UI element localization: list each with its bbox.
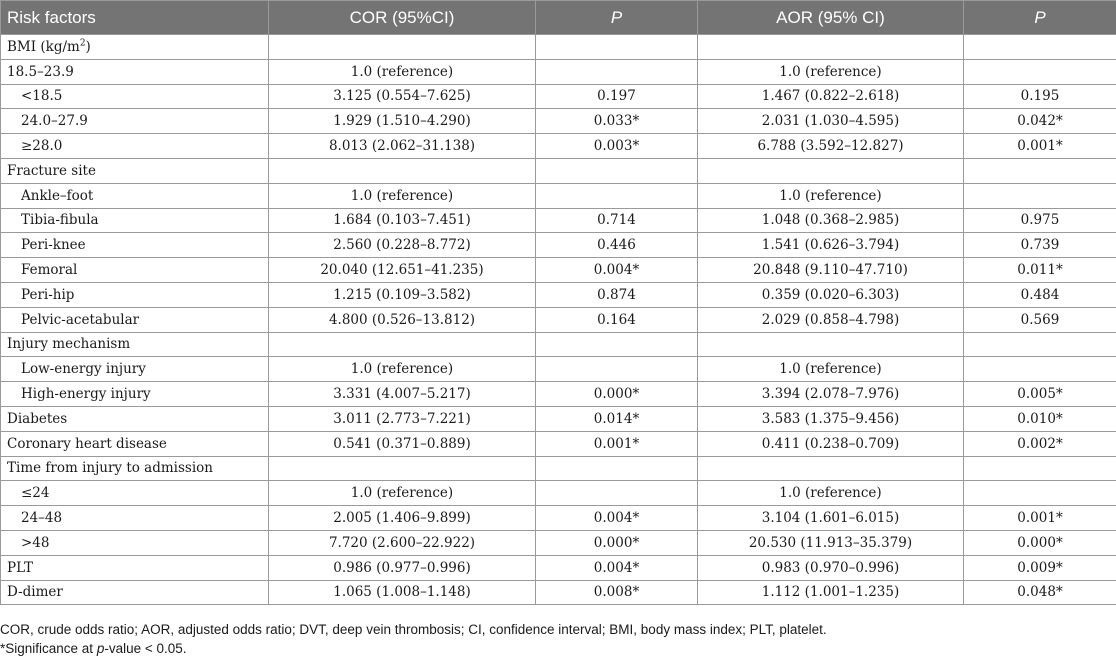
table-row — [1, 183, 1116, 208]
p-aor-cell: 0.002* — [964, 431, 1116, 456]
cor-cell: 1.065 (1.008–1.148) — [269, 580, 536, 605]
significance-suffix: -value < 0.05. — [104, 641, 187, 656]
footnote-abbreviations: COR, crude odds ratio; AOR, adjusted odds ratio; DVT, deep vein thrombosis; CI, confidence interval; BMI, body mass index; PLT, platelet. — [0, 622, 827, 637]
p-cor-cell: 0.004* — [536, 506, 698, 531]
cor-cell: 3.125 (0.554–7.625) — [269, 84, 536, 109]
risk-factor-cell — [1, 456, 269, 481]
cor-cell: 0.986 (0.977–0.996) — [269, 555, 536, 580]
table-row — [1, 208, 1116, 233]
header-risk-factors: Risk factors — [1, 1, 269, 35]
cor-cell: 3.331 (4.007–5.217) — [269, 382, 536, 407]
risk-factor-label: Peri-hip — [21, 286, 75, 303]
risk-factor-label: Pelvic-acetabular — [21, 311, 140, 328]
risk-factor-label: Diabetes — [7, 410, 68, 427]
table-row — [1, 506, 1116, 531]
aor-cell: 1.467 (0.822–2.618) — [698, 84, 964, 109]
table-row — [1, 134, 1116, 159]
header-cor: COR (95%CI) — [269, 1, 536, 35]
p-cor-cell: 0.164 — [536, 307, 698, 332]
p-cor-cell — [536, 183, 698, 208]
table-row — [1, 555, 1116, 580]
p-aor-cell: 0.001* — [964, 506, 1116, 531]
risk-factor-cell — [1, 481, 269, 506]
p-aor-cell: 0.484 — [964, 282, 1116, 307]
risk-factor-cell — [1, 258, 269, 283]
risk-factor-label: PLT — [7, 559, 33, 576]
cor-cell: 1.0 (reference) — [269, 481, 536, 506]
risk-factor-superscript: 2 — [79, 38, 86, 49]
p-cor-cell — [536, 456, 698, 481]
cor-cell: 7.720 (2.600–22.922) — [269, 530, 536, 555]
risk-factor-label: ≤24 — [21, 485, 50, 502]
p-aor-cell: 0.195 — [964, 84, 1116, 109]
header-aor: AOR (95% CI) — [698, 1, 964, 35]
p-aor-cell: 0.010* — [964, 406, 1116, 431]
risk-factor-label: 24–48 — [21, 510, 63, 527]
p-aor-cell: 0.005* — [964, 382, 1116, 407]
p-aor-cell: 0.975 — [964, 208, 1116, 233]
risk-factor-cell — [1, 35, 269, 60]
table-row — [1, 282, 1116, 307]
aor-cell — [698, 456, 964, 481]
risk-factor-label: Low-energy injury — [21, 361, 146, 378]
cor-cell: 2.005 (1.406–9.899) — [269, 506, 536, 531]
risk-factor-cell — [1, 530, 269, 555]
risk-factor-cell — [1, 506, 269, 531]
risk-factor-cell — [1, 208, 269, 233]
table-row — [1, 59, 1116, 84]
table-row — [1, 109, 1116, 134]
risk-factor-cell — [1, 555, 269, 580]
p-aor-cell: 0.042* — [964, 109, 1116, 134]
risk-factor-cell — [1, 431, 269, 456]
p-cor-cell: 0.003* — [536, 134, 698, 159]
table-row — [1, 158, 1116, 183]
table-row — [1, 580, 1116, 605]
aor-cell: 3.394 (2.078–7.976) — [698, 382, 964, 407]
risk-factor-label: Injury mechanism — [7, 336, 131, 353]
table-row — [1, 35, 1116, 60]
risk-factor-label: >48 — [21, 534, 50, 551]
risk-factor-cell — [1, 357, 269, 382]
table-row — [1, 233, 1116, 258]
p-aor-cell: 0.048* — [964, 580, 1116, 605]
p-aor-cell: 0.000* — [964, 530, 1116, 555]
cor-cell: 1.684 (0.103–7.451) — [269, 208, 536, 233]
p-cor-cell: 0.874 — [536, 282, 698, 307]
risk-factor-label: Fracture site — [7, 162, 96, 179]
risk-factor-cell — [1, 158, 269, 183]
aor-cell — [698, 35, 964, 60]
p-cor-cell: 0.014* — [536, 406, 698, 431]
risk-factor-label: ≥28.0 — [21, 138, 63, 155]
risk-factor-cell — [1, 332, 269, 357]
aor-cell: 3.104 (1.601–6.015) — [698, 506, 964, 531]
risk-factor-cell — [1, 307, 269, 332]
significance-p: p — [96, 641, 105, 656]
table-row — [1, 332, 1116, 357]
p-aor-cell — [964, 35, 1116, 60]
risk-factor-label: Peri-knee — [21, 237, 86, 254]
table-row — [1, 406, 1116, 431]
aor-cell: 1.112 (1.001–1.235) — [698, 580, 964, 605]
aor-cell: 1.0 (reference) — [698, 59, 964, 84]
cor-cell — [269, 158, 536, 183]
risk-factor-label: Ankle–foot — [21, 187, 94, 204]
p-aor-cell — [964, 158, 1116, 183]
cor-cell: 2.560 (0.228–8.772) — [269, 233, 536, 258]
aor-cell: 6.788 (3.592–12.827) — [698, 134, 964, 159]
p-aor-cell — [964, 456, 1116, 481]
p-cor-cell — [536, 59, 698, 84]
table-row — [1, 456, 1116, 481]
header-row — [1, 1, 1116, 35]
risk-factor-label: BMI (kg/m — [7, 38, 80, 55]
cor-cell: 3.011 (2.773–7.221) — [269, 406, 536, 431]
p-cor-cell: 0.004* — [536, 555, 698, 580]
risk-factor-label: D-dimer — [7, 584, 63, 601]
p-aor-cell — [964, 481, 1116, 506]
cor-cell: 8.013 (2.062–31.138) — [269, 134, 536, 159]
footnote-significance — [0, 639, 827, 658]
p-cor-cell — [536, 35, 698, 60]
table-row — [1, 258, 1116, 283]
p-aor-cell — [964, 183, 1116, 208]
risk-factor-label: Tibia-fibula — [21, 212, 99, 229]
p-cor-cell: 0.197 — [536, 84, 698, 109]
header-p-aor: P — [964, 1, 1116, 35]
risk-factor-cell — [1, 134, 269, 159]
cor-cell — [269, 456, 536, 481]
table-row — [1, 84, 1116, 109]
aor-cell: 1.0 (reference) — [698, 357, 964, 382]
risk-factor-cell — [1, 282, 269, 307]
p-aor-cell — [964, 59, 1116, 84]
aor-cell: 2.029 (0.858–4.798) — [698, 307, 964, 332]
risk-factor-label: 18.5–23.9 — [7, 63, 74, 80]
cor-cell: 1.0 (reference) — [269, 357, 536, 382]
aor-cell: 20.848 (9.110–47.710) — [698, 258, 964, 283]
risk-factor-cell — [1, 580, 269, 605]
table-row — [1, 530, 1116, 555]
p-cor-cell: 0.008* — [536, 580, 698, 605]
aor-cell: 0.983 (0.970–0.996) — [698, 555, 964, 580]
aor-cell: 0.359 (0.020–6.303) — [698, 282, 964, 307]
table-row — [1, 481, 1116, 506]
cor-cell — [269, 35, 536, 60]
p-cor-cell: 0.001* — [536, 431, 698, 456]
cor-cell: 1.0 (reference) — [269, 183, 536, 208]
risk-factor-cell — [1, 382, 269, 407]
risk-factor-label: 24.0–27.9 — [21, 113, 88, 130]
p-aor-cell — [964, 357, 1116, 382]
table-row — [1, 307, 1116, 332]
table-footnotes — [0, 620, 827, 658]
cor-cell: 20.040 (12.651–41.235) — [269, 258, 536, 283]
risk-factor-label: <18.5 — [21, 88, 63, 105]
p-cor-cell — [536, 158, 698, 183]
risk-factor-label: Time from injury to admission — [7, 460, 213, 477]
p-aor-cell: 0.011* — [964, 258, 1116, 283]
aor-cell: 1.0 (reference) — [698, 183, 964, 208]
p-aor-cell — [964, 332, 1116, 357]
p-cor-cell: 0.000* — [536, 530, 698, 555]
table-row — [1, 357, 1116, 382]
p-aor-cell: 0.009* — [964, 555, 1116, 580]
aor-cell: 1.048 (0.368–2.985) — [698, 208, 964, 233]
header-p-cor: P — [536, 1, 698, 35]
p-cor-cell: 0.446 — [536, 233, 698, 258]
aor-cell: 3.583 (1.375–9.456) — [698, 406, 964, 431]
risk-factor-cell — [1, 59, 269, 84]
aor-cell — [698, 158, 964, 183]
p-cor-cell: 0.033* — [536, 109, 698, 134]
cor-cell: 4.800 (0.526–13.812) — [269, 307, 536, 332]
cor-cell: 1.0 (reference) — [269, 59, 536, 84]
cor-cell — [269, 332, 536, 357]
p-aor-cell: 0.569 — [964, 307, 1116, 332]
risk-factor-label: Coronary heart disease — [7, 435, 167, 452]
cor-cell: 1.215 (0.109–3.582) — [269, 282, 536, 307]
table-row — [1, 382, 1116, 407]
p-cor-cell — [536, 357, 698, 382]
risk-factor-cell — [1, 406, 269, 431]
p-cor-cell: 0.000* — [536, 382, 698, 407]
cor-cell: 1.929 (1.510–4.290) — [269, 109, 536, 134]
p-cor-cell: 0.004* — [536, 258, 698, 283]
significance-prefix: *Significance at — [0, 641, 97, 656]
risk-factor-cell — [1, 109, 269, 134]
aor-cell: 1.541 (0.626–3.794) — [698, 233, 964, 258]
aor-cell — [698, 332, 964, 357]
risk-factor-cell — [1, 233, 269, 258]
aor-cell: 2.031 (1.030–4.595) — [698, 109, 964, 134]
table-header — [1, 1, 1116, 35]
p-cor-cell — [536, 332, 698, 357]
risk-factor-label: Femoral — [21, 262, 78, 279]
aor-cell: 1.0 (reference) — [698, 481, 964, 506]
aor-cell: 20.530 (11.913–35.379) — [698, 530, 964, 555]
aor-cell: 0.411 (0.238–0.709) — [698, 431, 964, 456]
risk-factor-cell — [1, 183, 269, 208]
table-row — [1, 431, 1116, 456]
risk-factor-label-tail: ) — [85, 38, 91, 55]
risk-factor-cell — [1, 84, 269, 109]
p-cor-cell: 0.714 — [536, 208, 698, 233]
p-cor-cell — [536, 481, 698, 506]
p-aor-cell: 0.001* — [964, 134, 1116, 159]
p-aor-cell: 0.739 — [964, 233, 1116, 258]
table-body — [1, 35, 1116, 605]
cor-cell: 0.541 (0.371–0.889) — [269, 431, 536, 456]
risk-factor-label: High-energy injury — [21, 386, 151, 403]
